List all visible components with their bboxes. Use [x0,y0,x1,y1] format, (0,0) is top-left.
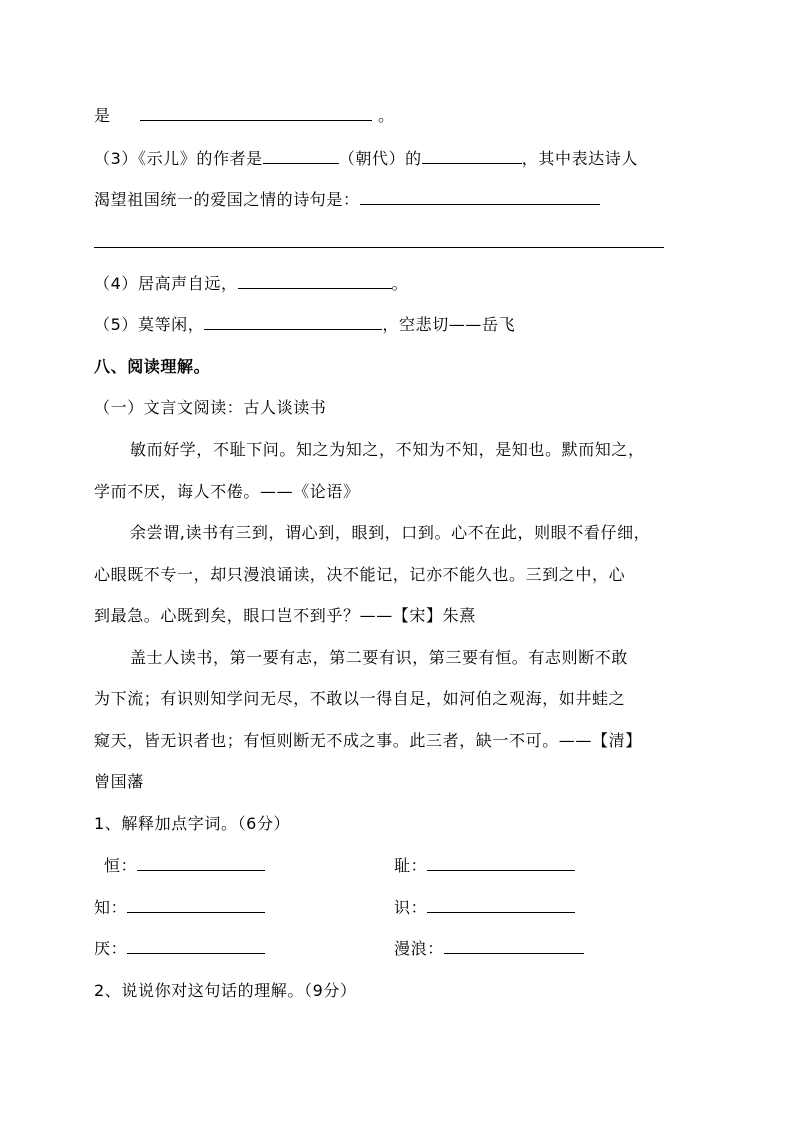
term-heng-blank[interactable] [137,856,265,871]
fill-line-1 [94,106,395,126]
term-chi-label: 耻： [394,856,428,875]
section-heading: 八、阅读理解。 [94,357,211,376]
passage-3-line-4: 曾国藩 [94,772,144,791]
term-yan-label: 厌： [94,939,128,958]
q4-blank[interactable] [238,274,392,289]
term-heng [104,856,265,876]
answer-blank-1[interactable] [140,106,372,121]
q5-text-b: ，空悲切——岳飞 [382,315,516,334]
term-shi [394,898,575,918]
passage-1-line-2: 学而不厌，诲人不倦。——《论语》 [94,482,360,501]
author-blank[interactable] [263,149,339,164]
question-3-line-2 [94,190,600,210]
sub-heading: （一）文言文阅读：古人谈读书 [94,398,327,417]
author-name-blank[interactable] [422,149,522,164]
q3-text-b: （朝代）的 [338,149,422,168]
term-manlang [394,939,584,959]
term-chi [394,856,575,876]
q3-text-a: （3）《示儿》的作者是 [94,149,263,168]
term-heng-label: 恒： [104,856,138,875]
question-4-line [94,274,408,294]
term-yan-blank[interactable] [127,939,265,954]
passage-3-line-3: 窥天，皆无识者也；有恒则断无不成之事。此三者，缺一不可。——【清】 [94,731,642,750]
passage-2-line-3: 到最急。心既到矣，眼口岂不到乎？——【宋】朱熹 [94,606,476,625]
line1-suffix: 。 [377,106,395,125]
term-zhi [94,898,265,918]
question-2-prompt: 2、说说你对这句话的理解。（9分） [94,981,357,1000]
term-shi-blank[interactable] [427,898,575,913]
term-shi-label: 识： [394,898,428,917]
passage-3-line-1: 盖士人读书，第一要有志，第二要有识，第三要有恒。有志则断不敢 [130,648,629,667]
q3-text-c: ，其中表达诗人 [521,149,638,168]
passage-3-line-2: 为下流；有识则知学问无尽，不敢以一得自足，如河伯之观海，如井蛙之 [94,689,626,708]
q5-text-a: （5）莫等闲， [94,315,205,334]
passage-1-line-1: 敏而好学，不耻下问。知之为知之，不知为不知，是知也。默而知之， [130,440,645,459]
q3-text-d: 渴望祖国统一的爱国之情的诗句是： [94,190,360,209]
question-3-line [94,149,638,169]
passage-2-line-2: 心眼既不专一，却只漫浪诵读，决不能记，记亦不能久也。三到之中，心 [94,565,626,584]
question-5-line [94,315,515,335]
q5-blank[interactable] [204,315,382,330]
line1-prefix: 是 [94,106,111,125]
term-yan [94,939,265,959]
term-manlang-label: 漫浪： [394,939,444,958]
q4-text-a: （4）居高声自远， [94,274,238,293]
q4-text-b: 。 [391,274,409,293]
poem-line-blank-2[interactable] [94,247,664,248]
term-zhi-blank[interactable] [127,898,265,913]
question-1-prompt: 1、解释加点字词。（6分） [94,814,291,833]
term-chi-blank[interactable] [427,856,575,871]
poem-line-blank-1[interactable] [360,190,600,205]
passage-2-line-1: 余尝谓,读书有三到，谓心到，眼到，口到。心不在此，则眼不看仔细， [130,523,651,542]
term-manlang-blank[interactable] [444,939,584,954]
term-zhi-label: 知： [94,898,128,917]
